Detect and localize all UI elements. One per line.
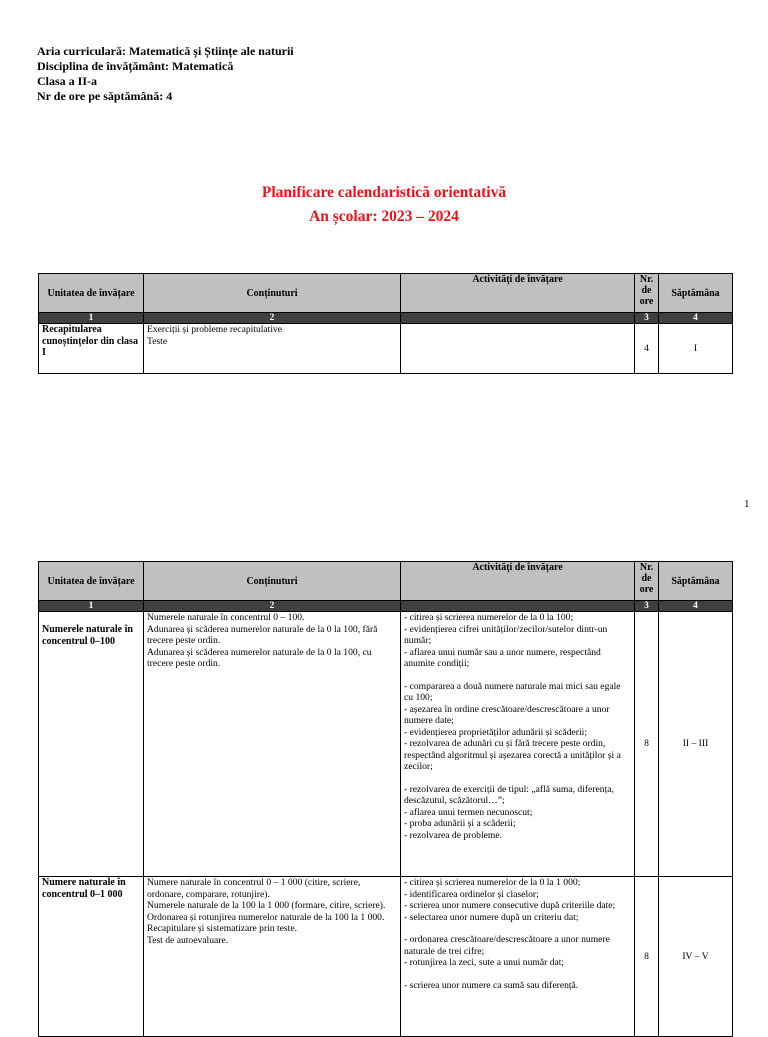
activity-line: - ordonarea crescătoare/descrescătoare a unor numere naturale de trei cifre; — [404, 934, 610, 957]
week-cell: IV – V — [659, 877, 733, 1037]
col-number-2: 2 — [144, 601, 401, 612]
spacer — [404, 773, 631, 784]
header-week: Săptămâna — [659, 562, 733, 601]
activity-line: - rezolvarea de probleme. — [404, 829, 503, 841]
page-number: 1 — [744, 498, 750, 510]
activities-cell — [401, 877, 635, 1037]
header-week: Săptămâna — [659, 274, 733, 313]
activity-line: - aflarea unui număr sau a unor numere, respectând anumite condiții; — [404, 646, 601, 669]
week-cell: I — [659, 324, 733, 374]
planning-table-1 — [38, 273, 733, 374]
content-line: Numerele naturale de la 100 la 1 000 (formare, citire, scriere). — [147, 900, 386, 911]
content-cell — [144, 324, 401, 374]
planning-table-2 — [38, 561, 733, 1037]
hours-cell: 4 — [635, 324, 659, 374]
content-line: Recapitulare și sistematizare prin teste. — [147, 923, 297, 934]
hours-cell: 8 — [635, 877, 659, 1037]
col-number-2: 2 — [144, 313, 401, 324]
grade: Clasa a II-a — [37, 74, 98, 88]
activity-line: - așezarea în ordine crescătoare/descrescătoare a unor numere date; — [404, 703, 610, 726]
content-line: Numere naturale în concentrul 0 – 1 000 (citire, scriere, ordonare, comparare, rotunjire). — [147, 877, 361, 900]
title-line-2: An școlar: 2023 – 2024 — [309, 208, 459, 225]
activity-line: - selectarea unor numere după un criteriu dat; — [404, 911, 579, 923]
content-line: Adunarea și scăderea numerelor naturale de la 0 la 100, fără trecere peste ordin. — [147, 623, 378, 646]
table-row — [39, 877, 733, 1037]
col-number-3: 3 — [635, 601, 659, 612]
hours-cell: 8 — [635, 612, 659, 877]
col-number-blank — [401, 313, 635, 324]
unit-cell: Recapitularea cunoștințelor din clasa I — [39, 324, 144, 374]
activity-line: - identificarea ordinelor și claselor; — [404, 888, 539, 900]
content-line: Adunarea și scăderea numerelor naturale de la 0 la 100, cu trecere peste ordin. — [147, 646, 372, 669]
activities-cell — [401, 324, 635, 374]
content-cell — [144, 612, 401, 877]
document-header — [37, 44, 294, 104]
header-unit: Unitatea de învățare — [39, 274, 144, 313]
activities-cell — [401, 612, 635, 877]
spacer — [404, 923, 631, 934]
col-number-4: 4 — [659, 601, 733, 612]
activity-line: - evidențierea cifrei unităților/zecilor/sutelor dintr-un număr; — [404, 623, 608, 646]
activity-line: - compararea a două numere naturale mai mici sau egale cu 100; — [404, 680, 621, 703]
activity-line: - scrierea unor numere consecutive după criteriile date; — [404, 900, 616, 911]
content-line: Teste — [147, 335, 168, 347]
header-unit: Unitatea de învățare — [39, 562, 144, 601]
header-content: Conținuturi — [144, 562, 401, 601]
activity-line: - scrierea unor numere ca sumă sau diferență. — [404, 979, 579, 991]
col-number-1: 1 — [39, 601, 144, 612]
title-line-1: Planificare calendaristică orientativă — [261, 184, 507, 201]
header-hours: Nr. de ore — [635, 562, 659, 601]
content-line: Exerciții și probleme recapitulative — [147, 324, 283, 335]
content-line: Numerele naturale în concentrul 0 – 100. — [147, 612, 305, 623]
spacer — [404, 969, 631, 980]
unit-cell: Numere naturale în concentrul 0–1 000 — [39, 877, 144, 1037]
content-line: Test de autoevaluare. — [147, 934, 229, 946]
col-number-1: 1 — [39, 313, 144, 324]
activity-line: - aflarea unui termen necunoscut; — [404, 806, 533, 818]
activity-line: - rezolvarea de exerciții de tipul: „află suma, diferența, descăzutul, scăzătorul…”; — [404, 783, 614, 806]
content-line: Ordonarea și rotunjirea numerelor naturale de la 100 la 1 000. — [147, 911, 385, 923]
document-title — [0, 181, 768, 229]
curricular-area: Aria curriculară: Matematică și Științe ale naturii — [37, 44, 294, 58]
content-cell — [144, 877, 401, 1037]
weekly-hours: Nr de ore pe săptămână: 4 — [37, 89, 173, 103]
col-number-3: 3 — [635, 313, 659, 324]
col-number-blank — [401, 601, 635, 612]
subject: Disciplina de învățământ: Matematică — [37, 59, 234, 73]
header-hours: Nr. de ore — [635, 274, 659, 313]
week-cell: II – III — [659, 612, 733, 877]
header-activities: Activități de învățare — [401, 562, 635, 601]
activity-line: - rezolvarea de adunări cu și fără trecere peste ordin, respectând algoritmul și așezarea corectă a unităților și a zecilor; — [404, 738, 621, 772]
activity-line: - citirea și scrierea numerelor de la 0 la 100; — [404, 612, 574, 623]
table-row — [39, 324, 733, 374]
activity-line: - evidențierea proprietăților adunării și scăderii; — [404, 726, 588, 738]
header-content: Conținuturi — [144, 274, 401, 313]
header-activities: Activități de învățare — [401, 274, 635, 313]
activity-line: - citirea și scrierea numerelor de la 0 la 1 000; — [404, 877, 581, 888]
unit-cell: Numerele naturale în concentrul 0–100 — [39, 612, 144, 877]
activity-line: - rotunjirea la zeci, sute a unui număr dat; — [404, 957, 565, 968]
col-number-4: 4 — [659, 313, 733, 324]
spacer — [404, 670, 631, 681]
table-row — [39, 612, 733, 877]
activity-line: - proba adunării și a scăderii; — [404, 818, 516, 829]
